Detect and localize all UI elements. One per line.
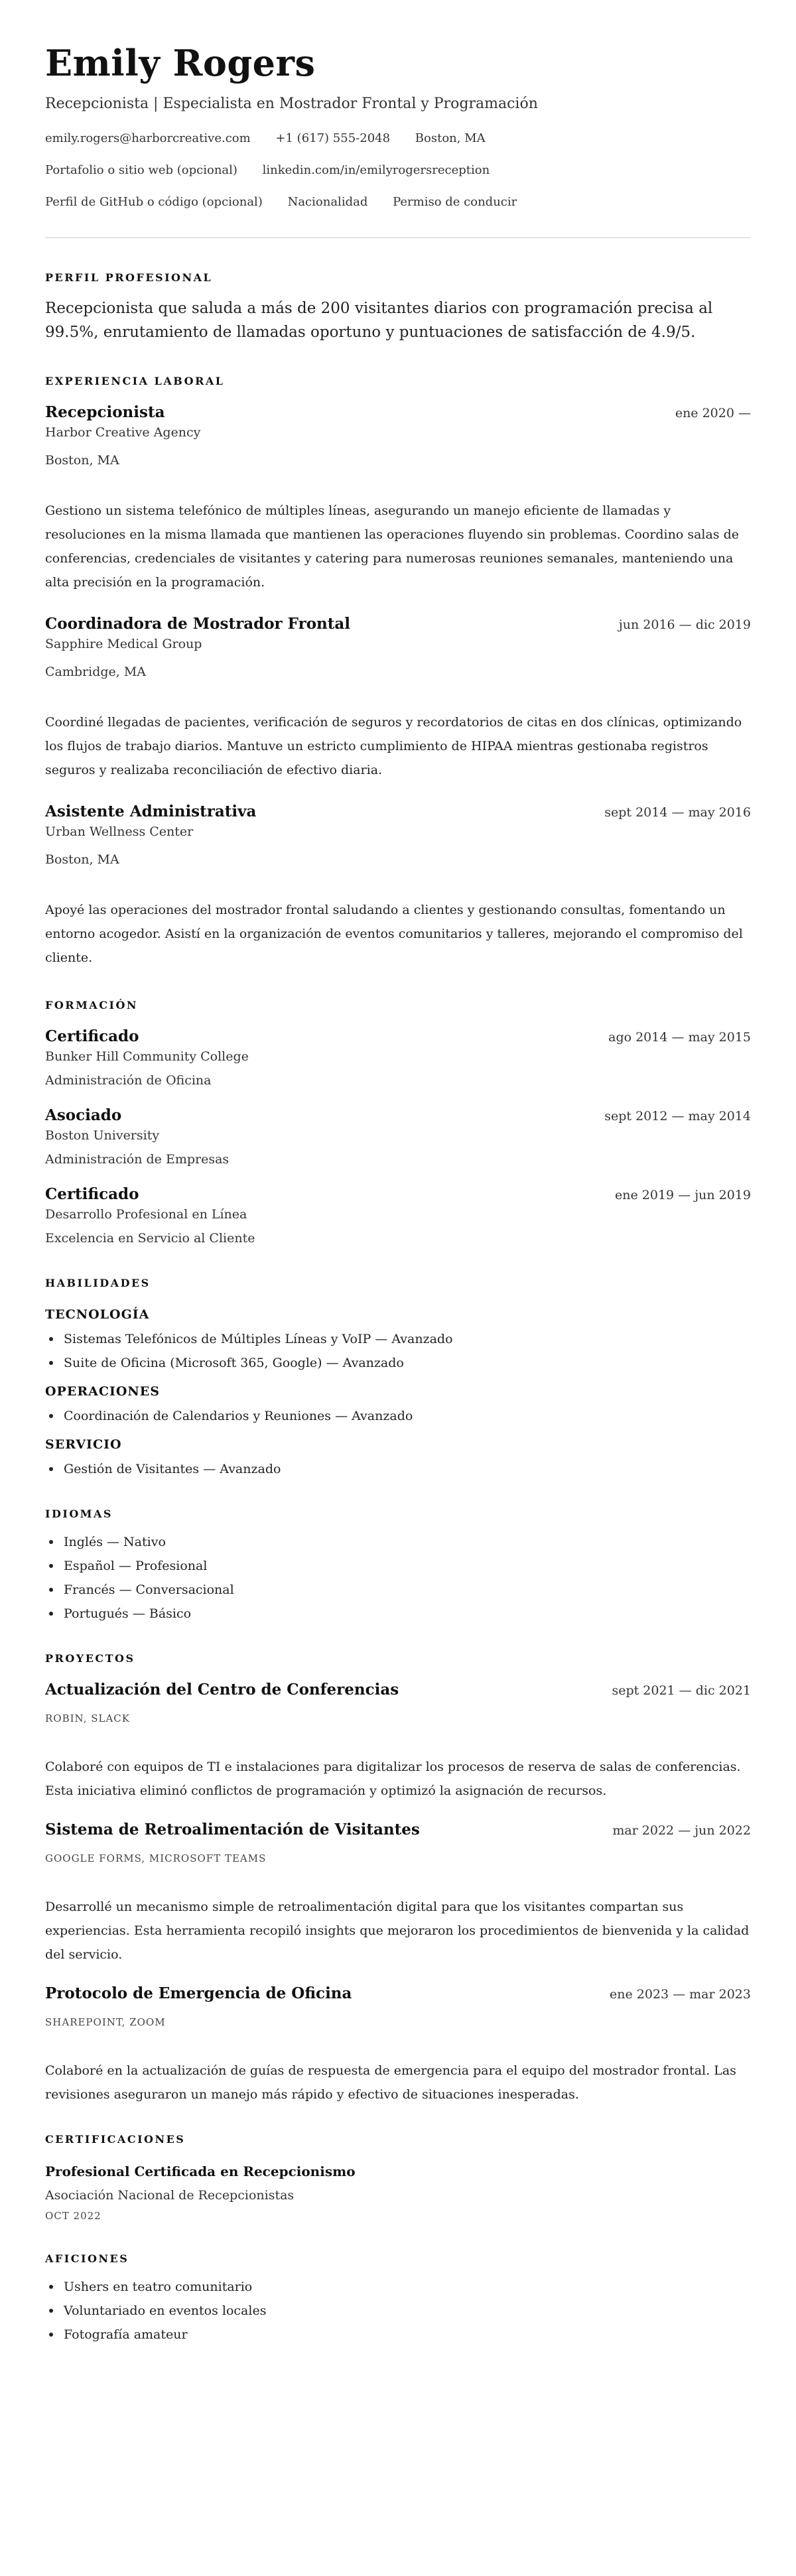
project-description: Colaboré con equipos de TI e instalaciones para digitalizar los procesos de reserva de salas de conferencias. Esta iniciativa eliminó conflictos de programación y optimizó la asignación de recursos. xyxy=(45,1760,741,1798)
experience-section xyxy=(45,375,751,970)
project-dates: mar 2022 — jun 2022 xyxy=(612,1823,751,1838)
experience-item xyxy=(45,802,751,970)
certification-name: Profesional Certificada en Recepcionismo xyxy=(45,2163,356,2179)
portfolio-link[interactable]: Portafolio o sitio web (opcional) xyxy=(45,163,237,177)
project-item xyxy=(45,1820,751,1966)
skill-category: OPERACIONES xyxy=(45,1384,160,1399)
section-title-profile: PERFIL PROFESIONAL xyxy=(45,271,213,284)
certifications-section xyxy=(45,2133,751,2223)
section-title-experience: EXPERIENCIA LABORAL xyxy=(45,375,225,387)
skill-item: Coordinación de Calendarios y Reuniones — Avanzado xyxy=(45,1404,751,1428)
job-description: Gestiono un sistema telefónico de múltiples líneas, asegurando un manejo eficiente de llamadas y resoluciones en la misma llamada que mantienen las operaciones fluyendo sin problemas. Coordino salas de conferencias, credenciales de visitantes y catering para numerosas reuniones semanales, manteniendo una alta precisión en la programación. xyxy=(45,503,740,590)
experience-item xyxy=(45,614,751,782)
project-dates: ene 2023 — mar 2023 xyxy=(609,1987,751,2002)
job-dates: jun 2016 — dic 2019 xyxy=(618,617,751,632)
skill-group xyxy=(45,1306,751,1375)
project-tech: SHAREPOINT, ZOOM xyxy=(45,2016,166,2028)
field-of-study: Excelencia en Servicio al Cliente xyxy=(45,1231,255,1246)
profile-summary: Recepcionista que saluda a más de 200 visitantes diarios con programación precisa al 99.5%, enrutamiento de llamadas oportuno y puntuaciones de satisfacción de 4.9/5. xyxy=(45,300,713,341)
contact-row-2 xyxy=(45,162,751,179)
resume-header xyxy=(45,40,751,238)
job-location: Boston, MA xyxy=(45,453,119,468)
education-item xyxy=(45,1185,751,1248)
contact-row-3 xyxy=(45,194,751,211)
location-text: Boston, MA xyxy=(415,131,486,145)
certification-item xyxy=(45,2162,751,2223)
education-section xyxy=(45,999,751,1248)
skill-category: SERVICIO xyxy=(45,1437,122,1452)
project-description: Desarrollé un mecanismo simple de retroalimentación digital para que los visitantes compartan sus experiencias. Esta herramienta recopiló insights que mejoraron los procedimientos de bienvenida y la calidad del servicio. xyxy=(45,1900,750,1962)
job-dates: ene 2020 — xyxy=(675,406,751,420)
skill-group xyxy=(45,1383,751,1428)
job-description: Coordiné llegadas de pacientes, verificación de seguros y recordatorios de citas en dos clínicas, optimizando los flujos de trabajo diarios. Mantuve un estricto cumplimiento de HIPAA mientras gestionaba registros seguros y realizaba reconciliación de efectivo diaria. xyxy=(45,715,742,777)
skill-item: Gestión de Visitantes — Avanzado xyxy=(45,1457,751,1481)
degree-title: Certificado xyxy=(45,1185,139,1203)
job-title: Coordinadora de Mostrador Frontal xyxy=(45,615,351,633)
company-name: Sapphire Medical Group xyxy=(45,637,202,651)
experience-item xyxy=(45,403,751,594)
languages-section xyxy=(45,1508,751,1626)
company-name: Urban Wellness Center xyxy=(45,824,194,839)
job-title: Asistente Administrativa xyxy=(45,803,257,820)
projects-section xyxy=(45,1652,751,2106)
degree-title: Certificado xyxy=(45,1027,139,1045)
email-link[interactable]: emily.rogers@harborcreative.com xyxy=(45,131,251,145)
github-link[interactable]: Perfil de GitHub o código (opcional) xyxy=(45,195,263,209)
skill-item: Sistemas Telefónicos de Múltiples Líneas y VoIP — Avanzado xyxy=(45,1327,751,1351)
language-item: Francés — Conversacional xyxy=(45,1578,751,1602)
language-item: Portugués — Básico xyxy=(45,1602,751,1626)
section-title-hobbies: AFICIONES xyxy=(45,2252,129,2265)
phone-number: +1 (617) 555-2048 xyxy=(275,131,391,145)
hobby-item: Fotografía amateur xyxy=(45,2323,751,2347)
school-name: Desarrollo Profesional en Línea xyxy=(45,1207,247,1222)
hobby-item: Ushers en teatro comunitario xyxy=(45,2275,751,2299)
education-dates: ene 2019 — jun 2019 xyxy=(615,1188,751,1202)
job-title: Recepcionista xyxy=(45,403,165,421)
job-dates: sept 2014 — may 2016 xyxy=(604,805,751,820)
certification-issuer: Asociación Nacional de Recepcionistas xyxy=(45,2188,295,2203)
header-divider xyxy=(45,237,751,238)
company-name: Harbor Creative Agency xyxy=(45,425,201,440)
certification-date: OCT 2022 xyxy=(45,2210,101,2222)
section-title-skills: HABILIDADES xyxy=(45,1277,151,1289)
language-item: Inglés — Nativo xyxy=(45,1530,751,1554)
skill-item: Suite de Oficina (Microsoft 365, Google) — Avanzado xyxy=(45,1351,751,1375)
section-title-projects: PROYECTOS xyxy=(45,1652,135,1665)
project-name: Actualización del Centro de Conferencias xyxy=(45,1681,399,1699)
section-title-languages: IDIOMAS xyxy=(45,1508,113,1520)
education-item xyxy=(45,1106,751,1169)
field-of-study: Administración de Oficina xyxy=(45,1073,212,1088)
hobby-item: Voluntariado en eventos locales xyxy=(45,2299,751,2323)
project-name: Sistema de Retroalimentación de Visitantes xyxy=(45,1821,420,1838)
project-tech: ROBIN, SLACK xyxy=(45,1712,130,1724)
contact-row-1 xyxy=(45,130,751,147)
skill-group xyxy=(45,1436,751,1481)
section-title-education: FORMACIÓN xyxy=(45,999,138,1011)
skills-section xyxy=(45,1277,751,1481)
project-name: Protocolo de Emergencia de Oficina xyxy=(45,1984,352,2002)
education-dates: sept 2012 — may 2014 xyxy=(604,1109,751,1124)
job-description: Apoyé las operaciones del mostrador frontal saludando a clientes y gestionando consultas, fomentando un entorno acogedor. Asistí en la organización de eventos comunitarios y talleres, mejorando el compromiso del cliente. xyxy=(45,903,743,965)
school-name: Bunker Hill Community College xyxy=(45,1049,249,1064)
project-description: Colaboré en la actualización de guías de respuesta de emergencia para el equipo del mostrador frontal. Las revisiones aseguraron un manejo más rápido y efectivo de situaciones inesperadas. xyxy=(45,2063,736,2102)
degree-title: Asociado xyxy=(45,1106,122,1124)
profile-section xyxy=(45,271,751,344)
hobbies-section xyxy=(45,2252,751,2347)
education-dates: ago 2014 — may 2015 xyxy=(608,1030,751,1045)
project-dates: sept 2021 — dic 2021 xyxy=(612,1683,751,1698)
license-text: Permiso de conducir xyxy=(393,195,517,209)
skill-category: TECNOLOGÍA xyxy=(45,1307,150,1322)
field-of-study: Administración de Empresas xyxy=(45,1152,230,1167)
job-location: Boston, MA xyxy=(45,852,119,867)
linkedin-link[interactable]: linkedin.com/in/emilyrogersreception xyxy=(262,163,490,177)
project-item xyxy=(45,1984,751,2106)
project-tech: GOOGLE FORMS, MICROSOFT TEAMS xyxy=(45,1852,267,1864)
candidate-name: Emily Rogers xyxy=(45,42,316,84)
job-location: Cambridge, MA xyxy=(45,665,147,679)
section-title-certifications: CERTIFICACIONES xyxy=(45,2133,186,2146)
language-item: Español — Profesional xyxy=(45,1554,751,1578)
school-name: Boston University xyxy=(45,1128,160,1143)
project-item xyxy=(45,1680,751,1803)
education-item xyxy=(45,1027,751,1090)
nationality-text: Nacionalidad xyxy=(287,195,368,209)
candidate-headline: Recepcionista | Especialista en Mostrador Frontal y Programación xyxy=(45,96,538,112)
